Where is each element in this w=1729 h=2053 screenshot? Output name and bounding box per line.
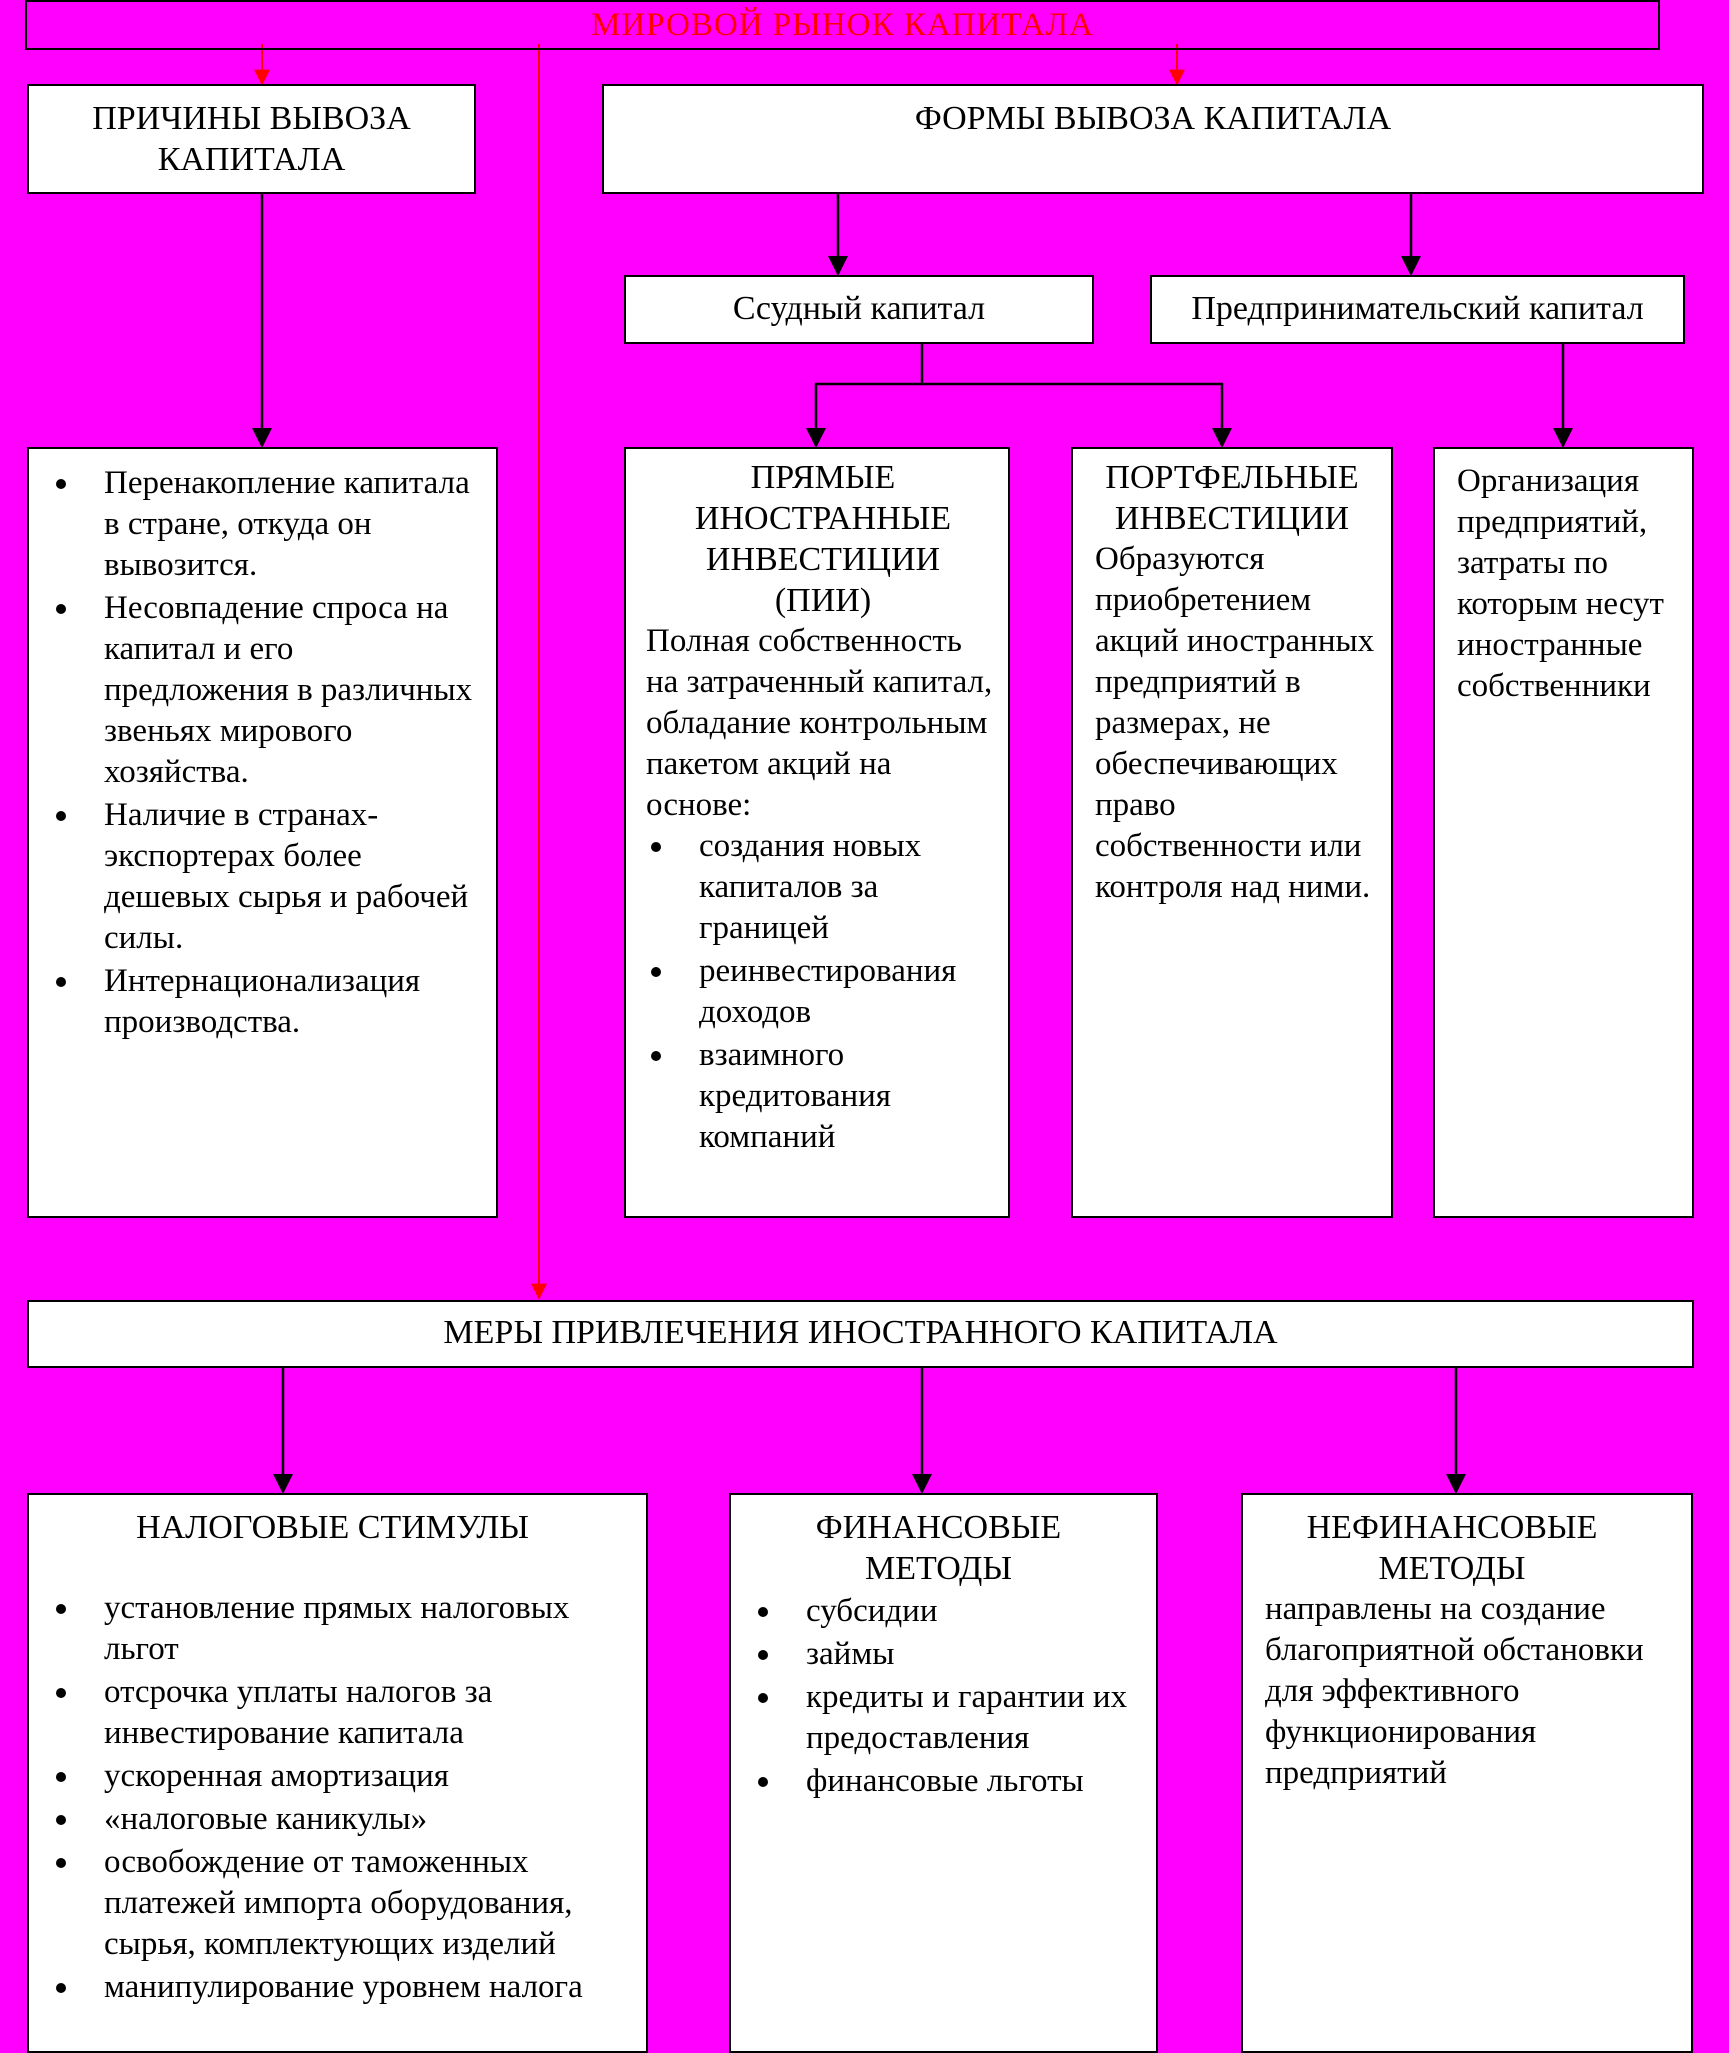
organization-text: Организация предприятий, затраты по которым несут иностранные собственники (1457, 463, 1664, 704)
measures-header-box (27, 1300, 1694, 1368)
direct-investments-list (624, 826, 1000, 1158)
direct-investments-header: ПРЯМЫЕ ИНОСТРАННЫЕ ИНВЕСТИЦИИ (ПИИ) (694, 459, 952, 619)
entrepreneurial-capital-box (1150, 275, 1685, 344)
list-item: установление прямых налоговых льгот (29, 1588, 636, 1670)
list-item: займы (731, 1634, 1146, 1675)
loan-branch-line-2 (922, 384, 1222, 446)
list-item: манипулирование уровнем налога (29, 1967, 636, 2008)
nonfinancial-methods-text: направлены на создание благоприятной обстановки для эффективного функционирования предприятий (1265, 1591, 1644, 1791)
measures-header: МЕРЫ ПРИВЛЕЧЕНИЯ ИНОСТРАННОГО КАПИТАЛА (443, 1314, 1278, 1351)
tax-incentives-box (27, 1493, 648, 2053)
list-item: финансовые льготы (731, 1761, 1146, 1802)
list-item: отсрочка уплаты налогов за инвестирование капитала (29, 1672, 636, 1754)
forms-header: ФОРМЫ ВЫВОЗА КАПИТАЛА (914, 100, 1392, 137)
forms-header-box (602, 84, 1704, 194)
loan-capital-label: Ссудный капитал (732, 290, 986, 327)
causes-list (29, 463, 486, 1043)
financial-methods-header: ФИНАНСОВЫЕ МЕТОДЫ (815, 1509, 1062, 1587)
list-item: «налоговые каникулы» (29, 1799, 636, 1840)
entrepreneurial-capital-label: Предпринимательский капитал (1191, 290, 1644, 327)
nonfinancial-methods-header: НЕФИНАНСОВЫЕ МЕТОДЫ (1306, 1509, 1598, 1587)
tax-incentives-header: НАЛОГОВЫЕ СТИМУЛЫ (136, 1509, 529, 1546)
organization-box (1433, 447, 1694, 1218)
portfolio-investments-box (1071, 447, 1393, 1218)
causes-header-box (27, 84, 476, 194)
list-item: реинвестирования доходов (624, 951, 1000, 1033)
portfolio-investments-text: Образуются приобретением акций иностранных предприятий в размерах, не обеспечивающих право собственности или контроля над ними. (1095, 541, 1375, 905)
list-item: освобождение от таможенных платежей импорта оборудования, сырья, комплектующих изделий (29, 1842, 636, 1965)
loan-branch-line (816, 342, 922, 446)
causes-list-box (27, 447, 498, 1218)
causes-header: ПРИЧИНЫ ВЫВОЗА КАПИТАЛА (92, 100, 411, 178)
list-item: Наличие в странах-экспортерах более дешевых сырья и рабочей силы. (29, 795, 486, 959)
list-item: Несовпадение спроса на капитал и его предложения в различных звеньях мирового хозяйства. (29, 588, 486, 793)
list-item: Перенакопление капитала в стране, откуда он вывозится. (29, 463, 486, 586)
direct-investments-text: Полная собственность на затраченный капитал, обладание контрольным пакетом акций на основе: (646, 623, 993, 823)
list-item: ускоренная амортизация (29, 1756, 636, 1797)
nonfinancial-methods-box (1241, 1493, 1693, 2053)
tax-incentives-list (29, 1588, 636, 2008)
loan-capital-box (624, 275, 1094, 344)
diagram-title: МИРОВОЙ РЫНОК КАПИТАЛА (25, 0, 1660, 50)
financial-methods-list (731, 1591, 1146, 1802)
list-item: субсидии (731, 1591, 1146, 1632)
list-item: создания новых капиталов за границей (624, 826, 1000, 949)
financial-methods-box (729, 1493, 1158, 2053)
list-item: Интернационализация производства. (29, 961, 486, 1043)
list-item: кредиты и гарантии их предоставления (731, 1677, 1146, 1759)
direct-investments-box (624, 447, 1010, 1218)
portfolio-investments-header: ПОРТФЕЛЬНЫЕ ИНВЕСТИЦИИ (1105, 459, 1359, 537)
list-item: взаимного кредитования компаний (624, 1035, 1000, 1158)
